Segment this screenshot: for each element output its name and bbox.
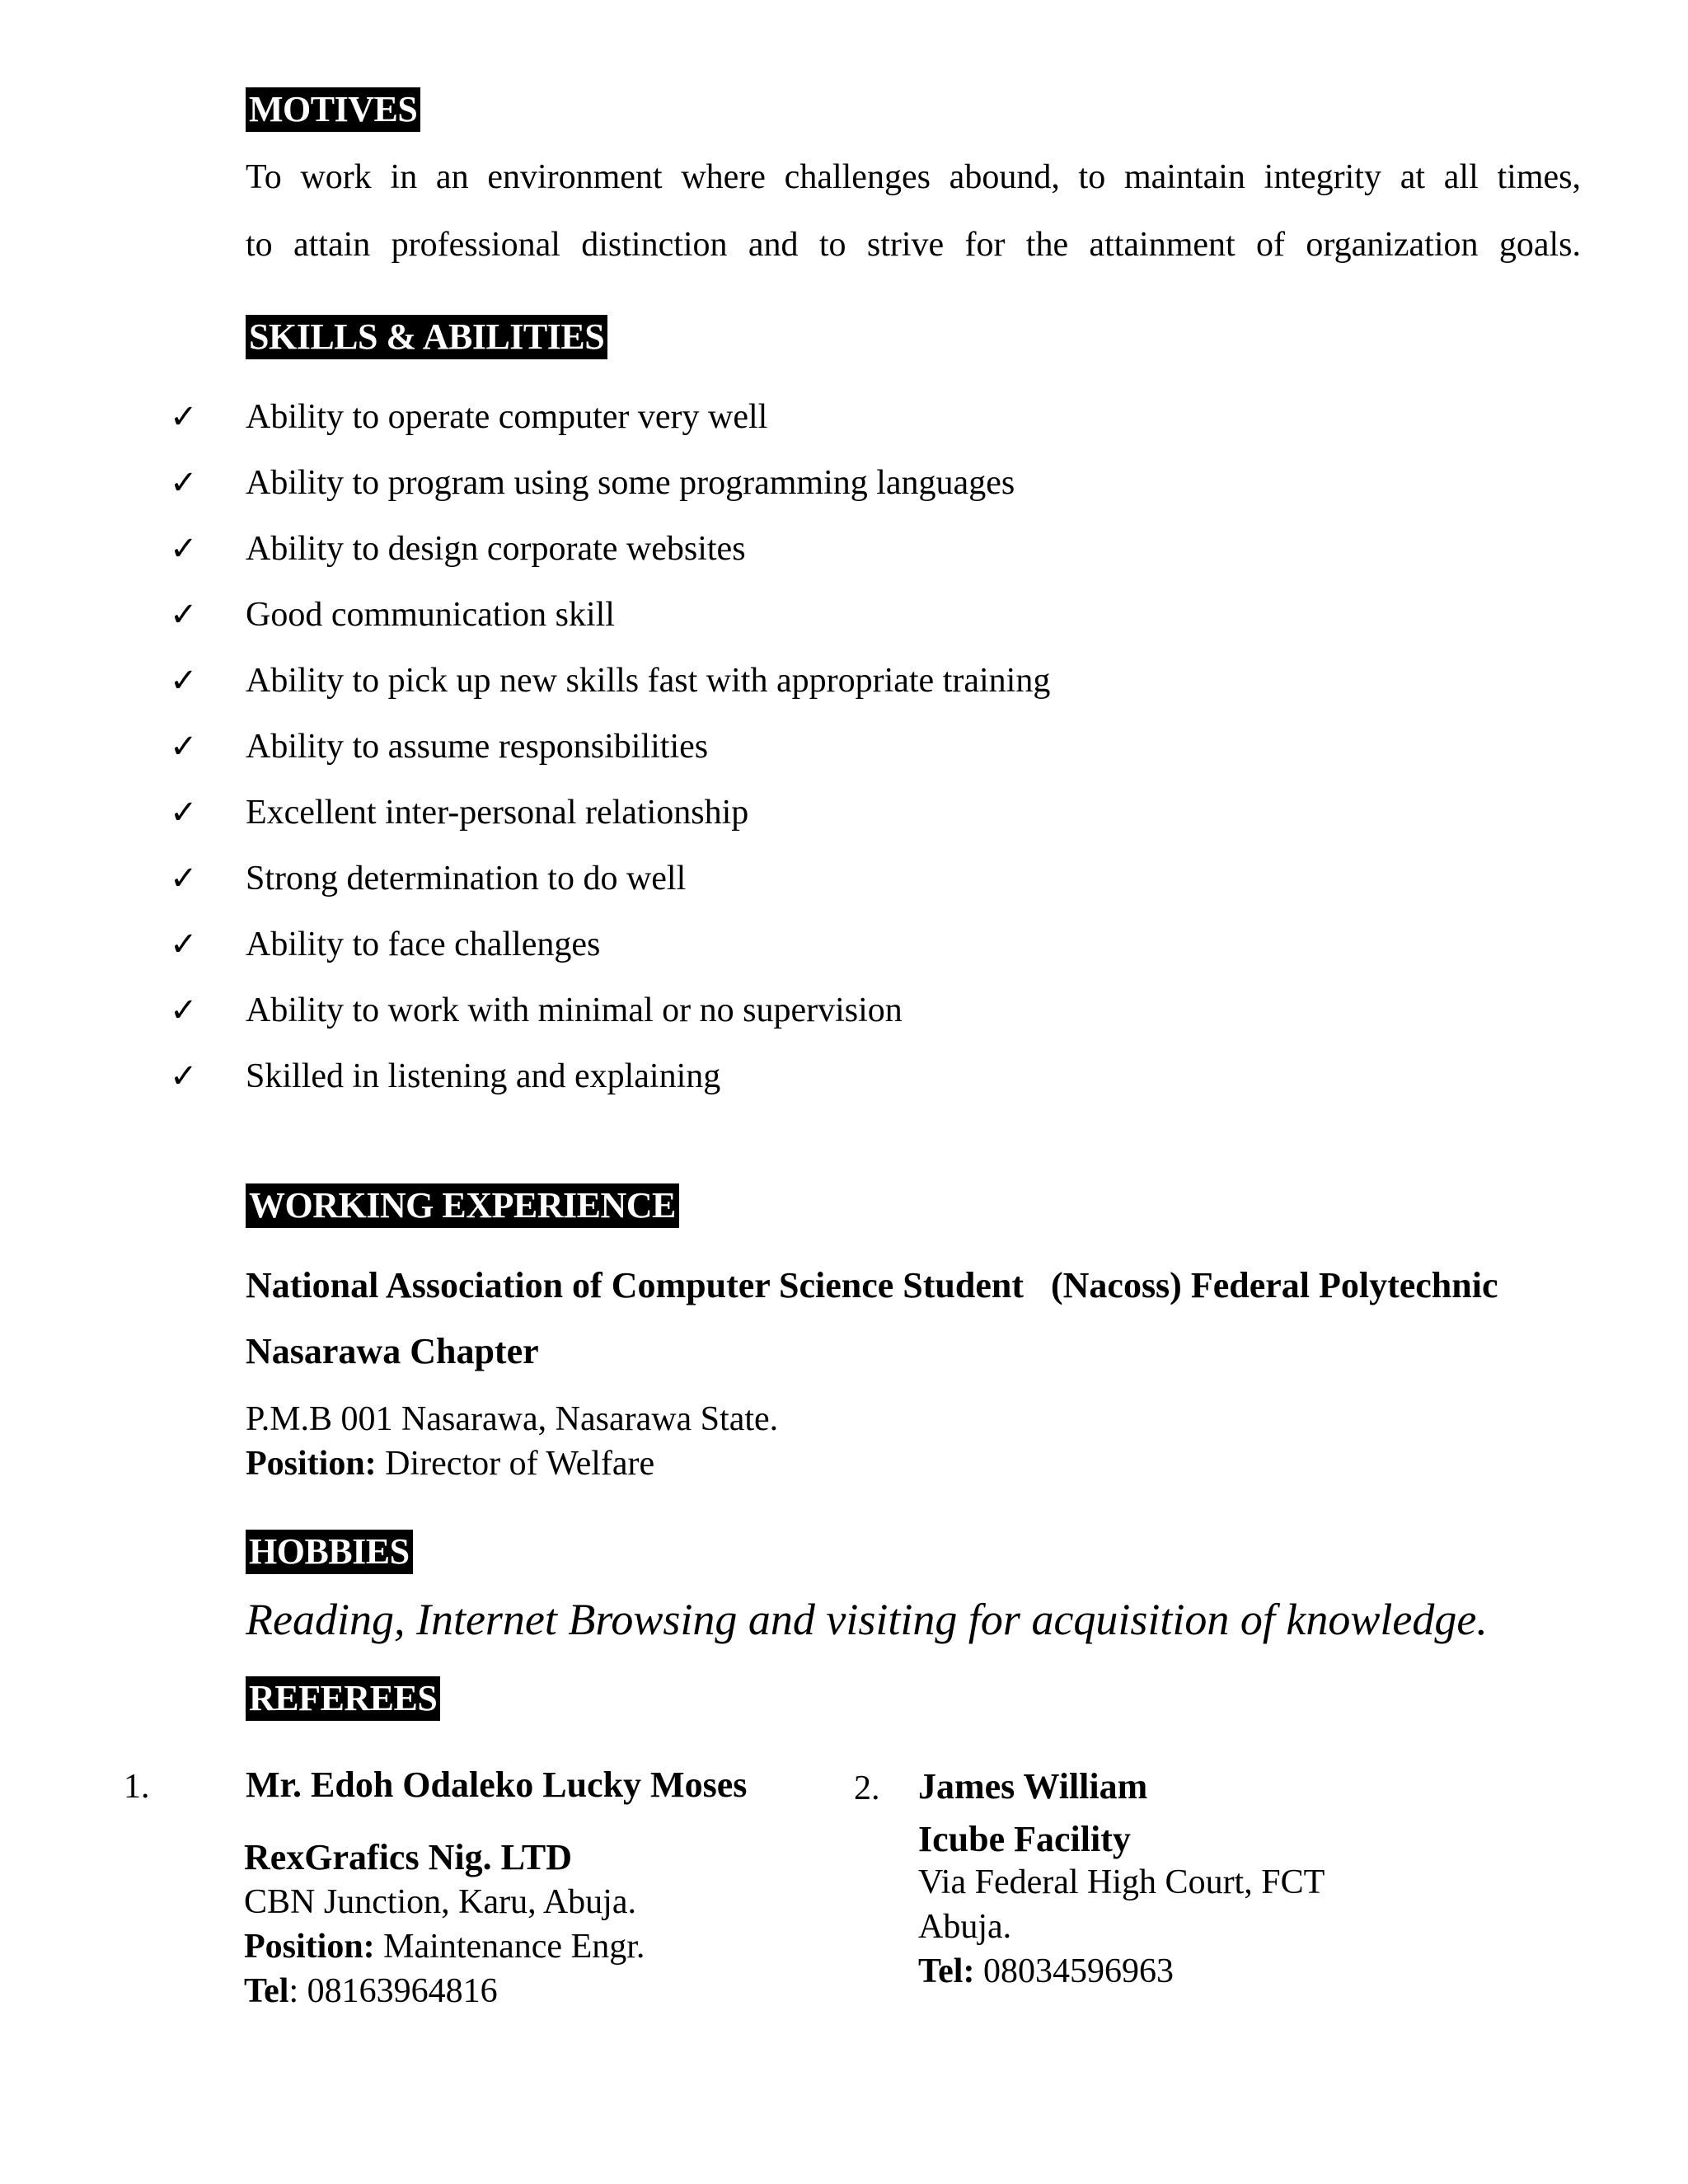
referees-heading: REFEREES bbox=[246, 1676, 440, 1721]
referee-2-address-line-2: Abuja. bbox=[918, 1908, 1012, 1946]
referee-1-number: 1. bbox=[124, 1768, 150, 1806]
tel-value: 08034596963 bbox=[974, 1952, 1174, 1990]
list-item bbox=[0, 1052, 1688, 1101]
experience-org-line-2: Nasarawa Chapter bbox=[246, 1331, 539, 1371]
skill-text: Good communication skill bbox=[246, 596, 615, 634]
list-item bbox=[0, 392, 1688, 442]
position-label: Position: bbox=[246, 1445, 377, 1483]
motives-heading: MOTIVES bbox=[246, 87, 420, 132]
skill-text: Ability to assume responsibilities bbox=[246, 728, 709, 766]
motives-paragraph bbox=[246, 143, 1581, 279]
list-item bbox=[0, 920, 1688, 969]
skill-text: Ability to operate computer very well bbox=[246, 398, 768, 436]
checkmark-icon: ✓ bbox=[170, 991, 198, 1029]
list-item bbox=[0, 590, 1688, 640]
checkmark-icon: ✓ bbox=[170, 662, 198, 700]
experience-heading: WORKING EXPERIENCE bbox=[246, 1183, 679, 1228]
checkmark-icon: ✓ bbox=[170, 464, 198, 502]
checkmark-icon: ✓ bbox=[170, 926, 198, 963]
tel-label: Tel bbox=[244, 1972, 289, 2010]
checkmark-icon: ✓ bbox=[170, 794, 198, 832]
skill-text: Ability to pick up new skills fast with appropriate training bbox=[246, 662, 1051, 700]
position-value: Director of Welfare bbox=[376, 1445, 655, 1483]
motives-line-1: To work in an environment where challenges abound, to maintain integrity at all times, bbox=[246, 158, 1581, 196]
checkmark-icon: ✓ bbox=[170, 596, 198, 634]
hobbies-heading: HOBBIES bbox=[246, 1530, 413, 1574]
checkmark-icon: ✓ bbox=[170, 860, 198, 898]
list-item bbox=[0, 656, 1688, 705]
experience-org-line-1: National Association of Computer Science Student (Nacoss) Federal Polytechnic bbox=[246, 1265, 1498, 1305]
motives-line-2: to attain professional distinction and to strive for the attainment of organization goals. bbox=[246, 226, 1581, 264]
checkmark-icon: ✓ bbox=[170, 398, 198, 436]
position-label: Position: bbox=[244, 1928, 375, 1966]
checkmark-icon: ✓ bbox=[170, 728, 198, 766]
list-item bbox=[0, 524, 1688, 574]
referee-2-company: Icube Facility bbox=[918, 1819, 1131, 1859]
referee-1-tel bbox=[244, 1968, 498, 2014]
skill-text: Ability to work with minimal or no supervision bbox=[246, 991, 903, 1029]
skill-text: Ability to face challenges bbox=[246, 926, 601, 963]
list-item bbox=[0, 458, 1688, 508]
list-item bbox=[0, 986, 1688, 1035]
referee-1-position bbox=[244, 1924, 645, 1970]
list-item bbox=[0, 722, 1688, 771]
referee-2-number: 2. bbox=[854, 1769, 880, 1807]
skills-heading: SKILLS & ABILITIES bbox=[246, 315, 607, 359]
tel-label: Tel: bbox=[918, 1952, 975, 1990]
referee-2-tel bbox=[918, 1948, 1174, 1994]
position-value: Maintenance Engr. bbox=[374, 1928, 645, 1966]
hobbies-text: Reading, Internet Browsing and visiting for acquisition of knowledge. bbox=[246, 1595, 1488, 1644]
skill-text: Ability to design corporate websites bbox=[246, 530, 746, 568]
tel-value: : 08163964816 bbox=[288, 1972, 498, 2010]
list-item bbox=[0, 788, 1688, 837]
checkmark-icon: ✓ bbox=[170, 530, 198, 568]
referee-1-address: CBN Junction, Karu, Abuja. bbox=[244, 1883, 636, 1921]
referee-2-address-line-1: Via Federal High Court, FCT bbox=[918, 1863, 1325, 1901]
checkmark-icon: ✓ bbox=[170, 1057, 198, 1095]
skill-text: Ability to program using some programming languages bbox=[246, 464, 1015, 502]
experience-position bbox=[246, 1441, 654, 1487]
list-item bbox=[0, 854, 1688, 903]
skill-text: Skilled in listening and explaining bbox=[246, 1057, 721, 1095]
referee-1-name: Mr. Edoh Odaleko Lucky Moses bbox=[246, 1765, 748, 1805]
skill-text: Strong determination to do well bbox=[246, 860, 687, 898]
referee-1-company: RexGrafics Nig. LTD bbox=[244, 1837, 573, 1877]
skill-text: Excellent inter-personal relationship bbox=[246, 794, 749, 832]
experience-address: P.M.B 001 Nasarawa, Nasarawa State. bbox=[246, 1400, 779, 1438]
referee-2-name: James William bbox=[918, 1766, 1148, 1807]
